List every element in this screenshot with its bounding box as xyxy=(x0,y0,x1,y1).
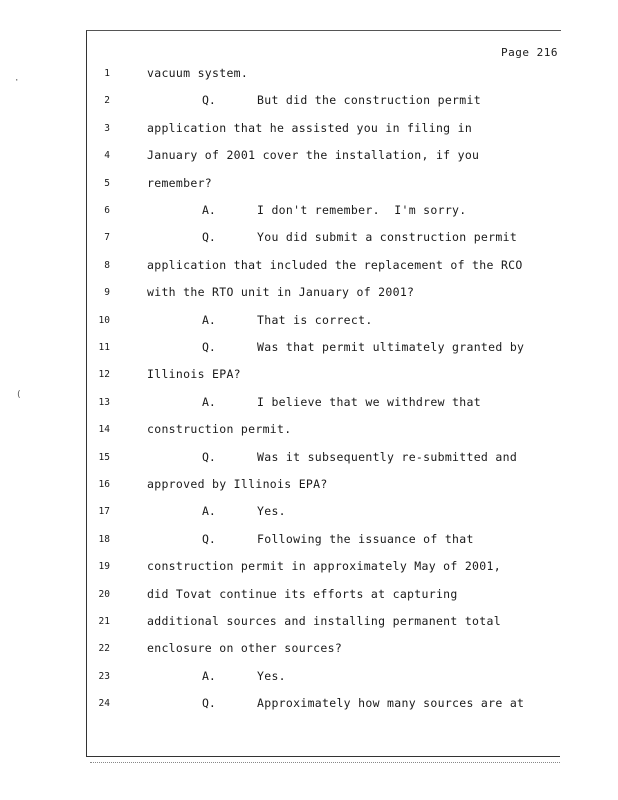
line-text: remember? xyxy=(147,175,213,190)
line-text: Was it subsequently re-submitted and xyxy=(257,449,518,464)
transcript-line xyxy=(0,641,618,661)
line-text: with the RTO unit in January of 2001? xyxy=(147,285,415,300)
line-number: 9 xyxy=(104,287,110,299)
line-text: January of 2001 cover the installation, if you xyxy=(147,148,480,163)
speaker-label: Q. xyxy=(202,531,216,546)
footer-scan-noise xyxy=(90,762,560,765)
transcript-line xyxy=(0,587,618,607)
transcript-line xyxy=(0,696,618,716)
line-number: 16 xyxy=(98,479,110,490)
line-number: 24 xyxy=(98,698,110,710)
line-number: 14 xyxy=(98,424,110,436)
line-number: 17 xyxy=(98,506,110,518)
line-text: You did submit a construction permit xyxy=(257,230,518,245)
transcript-line xyxy=(0,669,618,689)
transcript-line xyxy=(0,367,618,387)
speaker-label: Q. xyxy=(202,230,216,245)
line-number: 20 xyxy=(98,588,110,600)
speaker-label: A. xyxy=(202,668,216,683)
transcript-line xyxy=(0,614,618,634)
margin-mark: · xyxy=(14,76,20,86)
line-text: construction permit. xyxy=(147,422,292,437)
line-text: construction permit in approximately May of 2001, xyxy=(147,559,501,574)
transcript-line xyxy=(0,450,618,470)
line-text: did Tovat continue its efforts at capturing xyxy=(147,586,458,601)
line-number: 12 xyxy=(98,369,110,381)
line-text: Illinois EPA? xyxy=(147,367,241,382)
line-text: I don't remember. I'm sorry. xyxy=(257,203,467,217)
speaker-label: A. xyxy=(202,504,216,519)
line-number: 13 xyxy=(98,396,110,408)
transcript-line xyxy=(0,148,618,168)
line-text: enclosure on other sources? xyxy=(147,641,343,656)
line-text: Yes. xyxy=(257,668,286,683)
transcript-line xyxy=(0,66,618,86)
line-text: Approximately how many sources are at xyxy=(257,696,525,711)
line-text: application that included the replacement of the RCO xyxy=(147,257,523,272)
line-text: Following the issuance of that xyxy=(257,531,474,546)
transcript-line xyxy=(0,504,618,524)
transcript-line xyxy=(0,230,618,250)
speaker-label: A. xyxy=(202,203,216,217)
line-number: 21 xyxy=(98,616,110,627)
speaker-label: Q. xyxy=(202,696,216,711)
line-number: 23 xyxy=(98,670,110,682)
transcript-line xyxy=(0,340,618,360)
speaker-label: Q. xyxy=(202,449,216,464)
line-number: 6 xyxy=(104,205,110,216)
line-text: approved by Illinois EPA? xyxy=(147,477,328,491)
transcript-line xyxy=(0,285,618,305)
transcript-line xyxy=(0,395,618,415)
transcript-line xyxy=(0,121,618,141)
line-number: 5 xyxy=(104,177,110,189)
line-number: 8 xyxy=(104,259,110,271)
transcript-line xyxy=(0,559,618,579)
line-text: That is correct. xyxy=(257,312,373,327)
line-number: 4 xyxy=(104,150,110,162)
transcript-line xyxy=(0,313,618,333)
line-text: vacuum system. xyxy=(147,66,249,80)
margin-bracket-icon: ( xyxy=(16,390,22,400)
transcript-line xyxy=(0,532,618,552)
line-number: 10 xyxy=(98,314,110,326)
speaker-label: Q. xyxy=(202,340,216,354)
transcript-line xyxy=(0,258,618,278)
transcript-line xyxy=(0,93,618,113)
transcript-line xyxy=(0,203,618,223)
line-text: Was that permit ultimately granted by xyxy=(257,340,525,354)
line-text: I believe that we withdrew that xyxy=(257,394,481,409)
line-number: 19 xyxy=(98,561,110,573)
transcript-line xyxy=(0,477,618,497)
line-text: additional sources and installing permanent total xyxy=(147,614,501,628)
transcript-line xyxy=(0,422,618,442)
bottom-rule xyxy=(86,756,560,757)
line-text: But did the construction permit xyxy=(257,93,481,108)
page-label: Page 216 xyxy=(501,46,558,59)
line-text: Yes. xyxy=(257,504,286,519)
line-number: 11 xyxy=(98,342,110,353)
line-number: 22 xyxy=(98,643,110,655)
line-number: 7 xyxy=(104,232,110,244)
line-number: 2 xyxy=(104,95,110,107)
line-number: 1 xyxy=(104,68,110,79)
line-number: 15 xyxy=(98,451,110,463)
speaker-label: Q. xyxy=(202,93,216,108)
line-number: 3 xyxy=(104,122,110,134)
line-number: 18 xyxy=(98,533,110,545)
transcript-line xyxy=(0,176,618,196)
speaker-label: A. xyxy=(202,312,216,327)
line-text: application that he assisted you in filing in xyxy=(147,120,473,135)
speaker-label: A. xyxy=(202,394,216,409)
